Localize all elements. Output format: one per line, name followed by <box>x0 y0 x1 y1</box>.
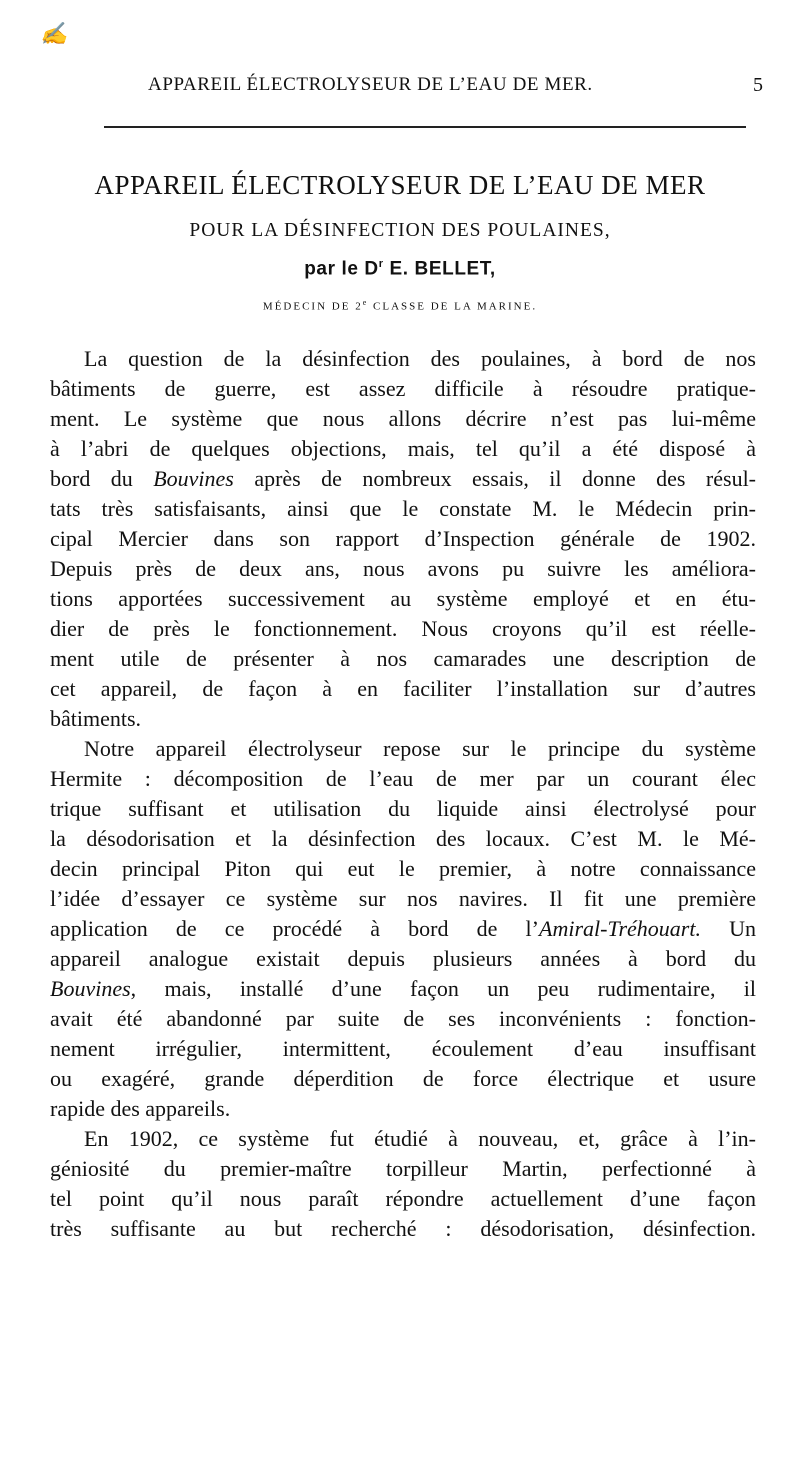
affiliation-pre: MÉDECIN DE 2 <box>262 300 363 313</box>
text-line: Notre appareil électrolyseur repose sur le principe du système <box>84 736 756 761</box>
running-title: APPAREIL ÉLECTROLYSEUR DE L’EAU DE MER. <box>148 74 593 95</box>
text-line <box>50 974 756 1004</box>
affiliation-superscript: e <box>362 298 369 307</box>
text-line: tions apportées successivement au système employé et en étu- <box>50 586 756 611</box>
text-line <box>50 464 756 494</box>
byline <box>0 258 800 280</box>
article-title: APPAREIL ÉLECTROLYSEUR DE L’EAU DE MER <box>94 170 706 200</box>
text-line: dier de près le fonctionnement. Nous croyons qu’il est réelle- <box>50 616 756 641</box>
text-line: En 1902, ce système fut étudié à nouveau, et, grâce à l’in- <box>84 1126 756 1151</box>
text-line: decin principal Piton qui eut le premier, à notre connaissance <box>50 856 756 881</box>
text-line: rapide des appareils. <box>50 1096 231 1121</box>
line-text: Un <box>700 916 756 941</box>
author-affiliation <box>0 298 800 313</box>
text-line: nement irrégulier, intermittent, écoulement d’eau insuffisant <box>50 1036 756 1061</box>
text-line: la désodorisation et la désinfection des locaux. C’est M. le Mé- <box>50 826 756 851</box>
header-rule <box>104 126 746 128</box>
ship-name: Bouvines <box>153 466 234 491</box>
line-text: après de nombreux essais, il donne des résul- <box>233 466 756 491</box>
page-number: 5 <box>753 74 763 96</box>
text-line: cipal Mercier dans son rapport d’Inspection générale de 1902. <box>50 526 756 551</box>
running-header <box>48 74 768 104</box>
text-line: ment. Le système que nous allons décrire n’est pas lui-même <box>50 406 756 431</box>
byline-author: E. BELLET, <box>389 258 496 280</box>
text-line: appareil analogue existait depuis plusieurs années à bord du <box>50 946 756 971</box>
pen-mark-icon: ✍ <box>40 22 68 47</box>
byline-superscript: r <box>378 258 384 270</box>
line-text: application de ce procédé à bord de l’ <box>50 916 539 941</box>
text-line: avait été abandonné par suite de ses inconvénients : fonction- <box>50 1006 756 1031</box>
text-line: géniosité du premier-maître torpilleur Martin, perfectionné à <box>50 1156 756 1181</box>
text-line: ou exagéré, grande déperdition de force électrique et usure <box>50 1066 756 1091</box>
text-line: à l’abri de quelques objections, mais, tel qu’il a été disposé à <box>50 436 756 461</box>
text-line: très suffisante au but recherché : désodorisation, désinfection. <box>50 1216 756 1241</box>
text-line: bâtiments de guerre, est assez difficile à résoudre pratique- <box>50 376 756 401</box>
text-line: Hermite : décomposition de l’eau de mer par un courant élec <box>50 766 756 791</box>
article-subtitle: POUR LA DÉSINFECTION DES POULAINES, <box>189 220 611 241</box>
text-line: bâtiments. <box>50 706 142 731</box>
text-line: Depuis près de deux ans, nous avons pu suivre les améliora- <box>50 556 756 581</box>
text-line: l’idée d’essayer ce système sur nos navires. Il fit une première <box>50 886 756 911</box>
affiliation-post: CLASSE DE LA MARINE. <box>373 300 538 313</box>
text-line: La question de la désinfection des poulaines, à bord de nos <box>84 346 756 371</box>
line-text: bord du <box>50 466 154 491</box>
text-line: ment utile de présenter à nos camarades une description de <box>50 646 756 671</box>
body-text <box>50 344 756 1244</box>
text-line: cet appareil, de façon à en faciliter l’installation sur d’autres <box>50 676 756 701</box>
text-line: tel point qu’il nous paraît répondre actuellement d’une façon <box>50 1186 756 1211</box>
text-line: trique suffisant et utilisation du liquide ainsi électrolysé pour <box>50 796 756 821</box>
line-text: , mais, installé d’une façon un peu rudimentaire, il <box>130 976 756 1001</box>
ship-name: Amiral-Tréhouart. <box>539 916 701 941</box>
ship-name: Bouvines <box>50 976 131 1001</box>
byline-prefix: par le D <box>304 258 379 280</box>
text-line <box>50 914 756 944</box>
text-line: tats très satisfaisants, ainsi que le constate M. le Médecin prin- <box>50 496 756 521</box>
